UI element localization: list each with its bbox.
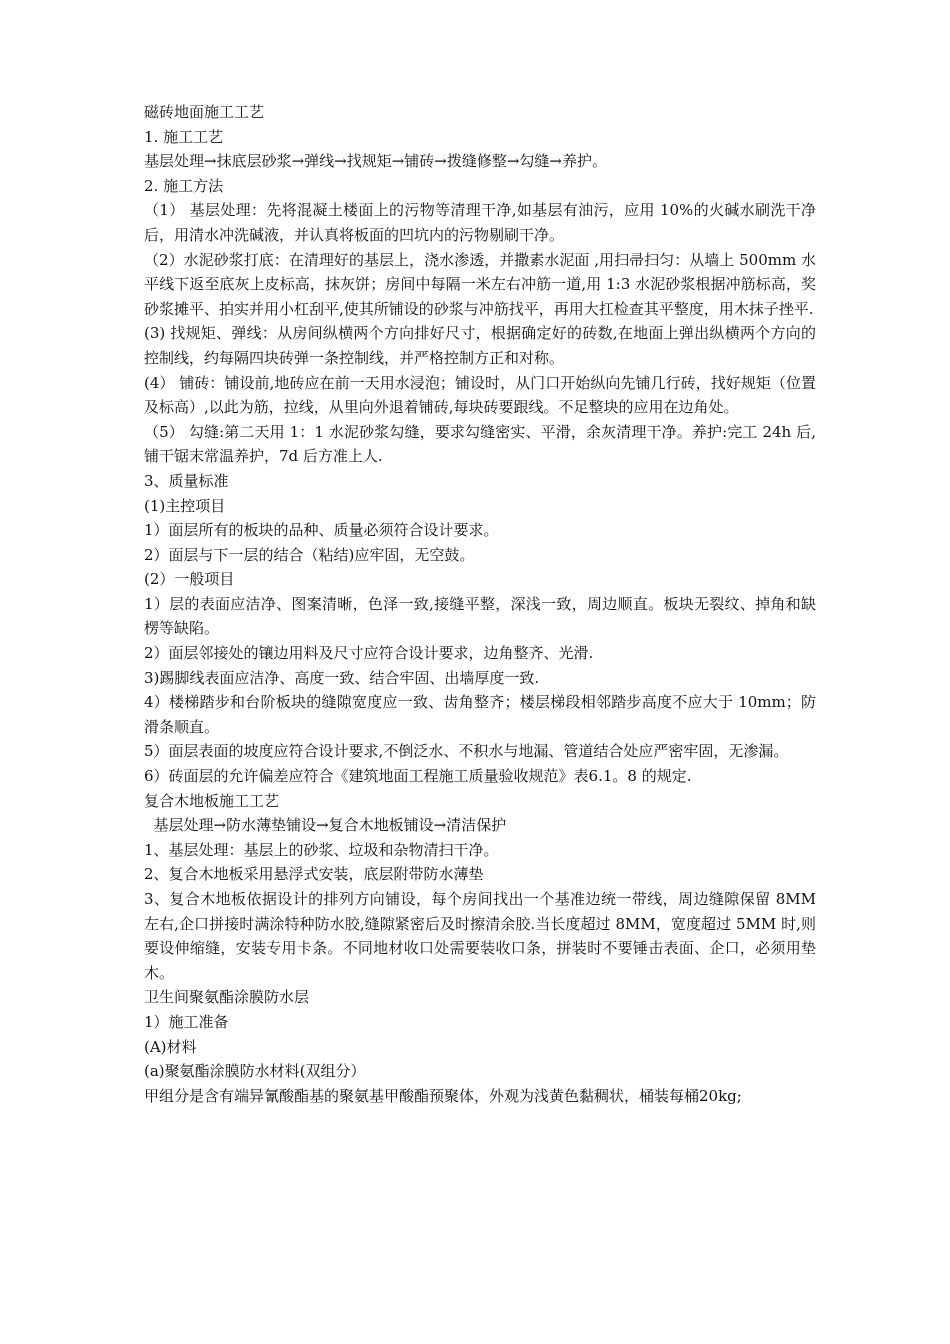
paragraph: (4） 铺砖：铺设前,地砖应在前一天用水浸泡；铺设时，从门口开始纵向先铺几行砖，找好规矩（位置及标高）,以此为筋，拉线，从里向外退着铺砖,每块砖要跟线。不足整块的应用在边角处。 [144, 373, 816, 417]
paragraph: （1） 基层处理：先将混凝土楼面上的污物等清理干净,如基层有油污，应用 10%的火碱水刷洗干净后，用清水冲洗碱液，并认真将板面的凹坑内的污物剔刷干净。 [144, 201, 816, 244]
process-flow: 基层处理→防水薄垫铺设→复合木地板铺设→清洁保护 [144, 816, 507, 835]
section-heading: 3、质量标准 [144, 471, 229, 490]
list-item: 5）面层表面的坡度应符合设计要求,不倒泛水、不积水与地漏、管道结合处应严密牢固，无渗漏。 [144, 742, 789, 761]
list-item: 2）面层与下一层的结合（粘结)应牢固，无空鼓。 [144, 545, 475, 564]
subsection-heading: (2）一般项目 [144, 570, 235, 589]
subsection-heading: (a)聚氨酯涂膜防水材料(双组分） [144, 1062, 366, 1081]
subsection-heading: (1)主控项目 [144, 496, 226, 515]
list-item: 1、基层处理：基层上的砂浆、垃圾和杂物清扫干净。 [144, 840, 499, 859]
doc-section-title: 卫生间聚氨酯涂膜防水层 [144, 988, 310, 1007]
list-item: 6）砖面层的允许偏差应符合《建筑地面工程施工质量验收规范》表6.1。8 的规定. [144, 767, 692, 786]
doc-title: 磁砖地面施工工艺 [144, 103, 265, 121]
paragraph: （5） 勾缝:第二天用 1：1 水泥砂浆勾缝，要求勾缝密实、平滑，余灰清理干净。养护:完工 24h 后,铺干锯末常温养护，7d 后方准上人. [144, 422, 816, 466]
list-item: 3、复合木地板依据设计的排列方向铺设，每个房间找出一个基准边统一带线，周边缝隙保留 8MM 左右,企口拼接时满涂特种防水胶,缝隙紧密后及时擦清余胶.当长度超过 8MM，宽度超过 5MM 时,则要设伸缩缝，安装专用卡条。不同地材收口处需要装收口条，拼装时不要锤击表面、企口，必须用垫木。 [144, 890, 816, 982]
list-item: 3)踢脚线表面应洁净、高度一致、结合牢固、出墙厚度一致. [144, 668, 540, 687]
doc-section-title: 复合木地板施工工艺 [144, 791, 280, 810]
paragraph: 甲组分是含有端异氰酸酯基的聚氨基甲酸酯预聚体，外观为浅黄色黏稠状，桶装每桶20kg; [144, 1086, 742, 1105]
section-heading: 1. 施工工艺 [144, 127, 224, 146]
list-item: 2）面层邻接处的镶边用料及尺寸应符合设计要求，边角整齐、光滑. [144, 644, 594, 663]
list-item: 4）楼梯踏步和台阶板块的缝隙宽度应一致、齿角整齐；楼层梯段相邻踏步高度不应大于 10mm；防滑条顺直。 [144, 693, 816, 736]
paragraph: (3) 找规矩、弹线：从房间纵横两个方向排好尺寸，根据确定好的砖数,在地面上弹出纵横两个方向的控制线，约每隔四块砖弹一条控制线，并严格控制方正和对称。 [144, 324, 816, 367]
subsection-heading: (A)材料 [144, 1037, 197, 1056]
list-item: 1）面层所有的板块的品种、质量必须符合设计要求。 [144, 521, 499, 540]
document-page [144, 100, 816, 1108]
paragraph: 基层处理→抹底层砂浆→弹线→找规矩→铺砖→拨缝修整→勾缝→养护。 [144, 152, 607, 171]
subsection-heading: 1）施工准备 [144, 1012, 229, 1031]
list-item: 2、复合木地板采用悬浮式安装，底层附带防水薄垫 [144, 865, 484, 884]
paragraph: （2）水泥砂浆打底：在清理好的基层上，浇水渗透，并撒素水泥面 ,用扫帚扫匀：从墙上 500mm 水平线下返至底灰上皮标高，抹灰饼；房间中每隔一米左右冲筋一道,用 1:3 水泥砂浆根据冲筋标高，奖砂浆摊平、拍实并用小杠刮平,使其所铺设的砂浆与冲筋找平，再用大扛检查其平整度，用木抹子挫平. [144, 250, 816, 318]
list-item: 1）层的表面应洁净、图案清晰，色泽一致,接缝平整，深浅一致，周边顺直。板块无裂纹、掉角和缺楞等缺陷。 [144, 594, 816, 638]
section-heading: 2. 施工方法 [144, 176, 224, 195]
